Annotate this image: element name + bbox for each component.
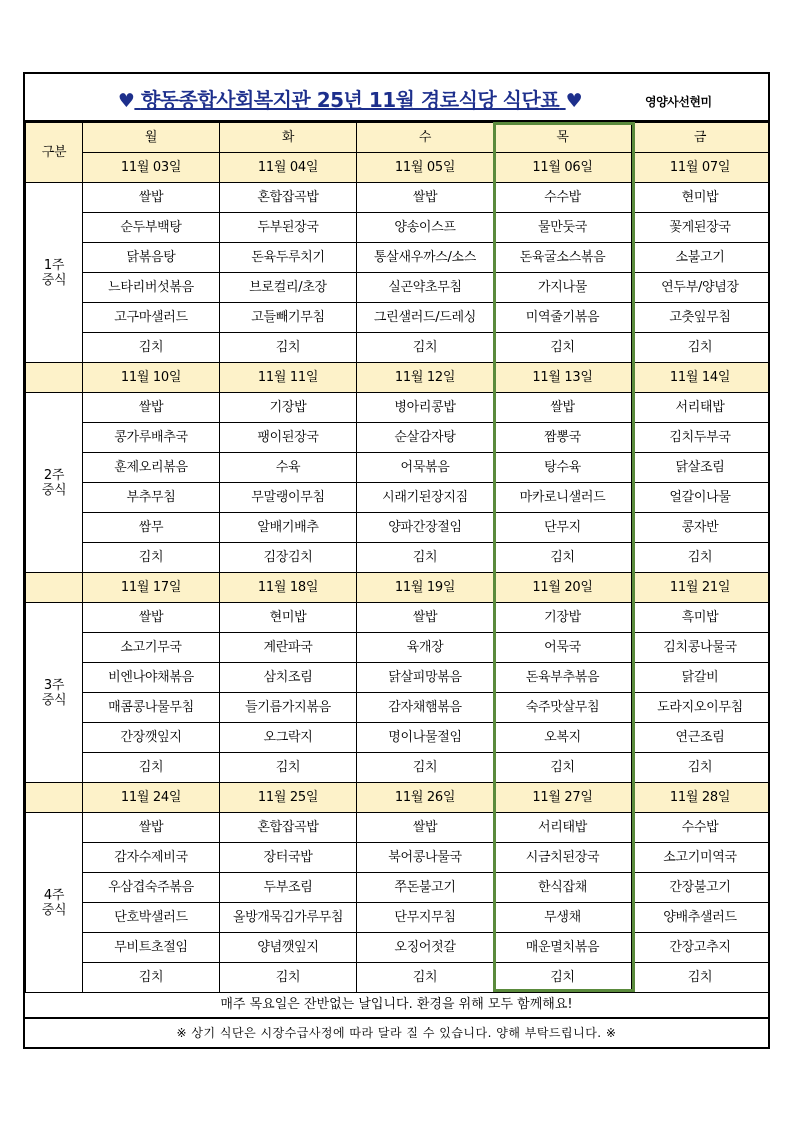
menu-item: 얼갈이나물 <box>632 483 769 513</box>
menu-item-row <box>26 813 769 843</box>
menu-item: 고춧잎무침 <box>632 303 769 333</box>
menu-item: 오징어젓갈 <box>357 933 494 963</box>
date-cell: 11월 05일 <box>357 153 494 183</box>
menu-item: 올방개묵김가루무침 <box>220 903 357 933</box>
week-label-line: 3주 <box>43 677 65 693</box>
menu-item: 수육 <box>220 453 357 483</box>
day-name-cell: 목 <box>494 123 632 153</box>
date-cell: 11월 19일 <box>357 573 494 603</box>
menu-item-row <box>26 273 769 303</box>
menu-item: 양배추샐러드 <box>632 903 769 933</box>
menu-item: 소고기무국 <box>83 633 220 663</box>
menu-item: 들기름가지볶음 <box>220 693 357 723</box>
menu-item: 김치 <box>357 333 494 363</box>
menu-item: 소고기미역국 <box>632 843 769 873</box>
menu-item: 양송이스프 <box>357 213 494 243</box>
menu-item: 김치 <box>357 543 494 573</box>
menu-item: 김치 <box>632 543 769 573</box>
menu-item-row <box>26 543 769 573</box>
menu-item: 통살새우까스/소스 <box>357 243 494 273</box>
heart-icon: ♥ <box>117 90 135 112</box>
menu-item: 양파간장절임 <box>357 513 494 543</box>
menu-item-row <box>26 513 769 543</box>
menu-item-row <box>26 303 769 333</box>
week-label <box>26 813 83 993</box>
menu-item: 김치 <box>632 753 769 783</box>
week-label-line: 1주 <box>43 257 65 273</box>
menu-item: 양념깻잎지 <box>220 933 357 963</box>
menu-item: 소불고기 <box>632 243 769 273</box>
menu-item: 육개장 <box>357 633 494 663</box>
menu-item: 간장깻잎지 <box>83 723 220 753</box>
date-cell: 11월 04일 <box>220 153 357 183</box>
menu-item-row <box>26 393 769 423</box>
date-cell: 11월 12일 <box>357 363 494 393</box>
menu-item: 탕수육 <box>494 453 632 483</box>
menu-item: 돈육굴소스볶음 <box>494 243 632 273</box>
menu-item: 콩자반 <box>632 513 769 543</box>
menu-item: 김치 <box>632 963 769 993</box>
menu-item: 장터국밥 <box>220 843 357 873</box>
menu-item: 기장밥 <box>494 603 632 633</box>
menu-table <box>25 122 769 993</box>
menu-item-row <box>26 843 769 873</box>
menu-item: 혼합잡곡밥 <box>220 813 357 843</box>
menu-item: 매운멸치볶음 <box>494 933 632 963</box>
menu-item: 비엔나야채볶음 <box>83 663 220 693</box>
menu-sheet <box>23 72 770 1049</box>
week-label-line: 중식 <box>41 692 67 708</box>
menu-item: 가지나물 <box>494 273 632 303</box>
menu-item: 닭볶음탕 <box>83 243 220 273</box>
menu-item: 수수밥 <box>494 183 632 213</box>
day-header-row <box>26 123 769 153</box>
menu-item-row <box>26 243 769 273</box>
title-text: 향동종합사회복지관 25년 11월 경로식당 식단표 <box>140 88 560 112</box>
date-cell: 11월 13일 <box>494 363 632 393</box>
menu-item: 현미밥 <box>632 183 769 213</box>
date-cell: 11월 20일 <box>494 573 632 603</box>
menu-item: 부추무침 <box>83 483 220 513</box>
menu-item: 무비트초절임 <box>83 933 220 963</box>
menu-item: 김치 <box>220 753 357 783</box>
menu-item: 북어콩나물국 <box>357 843 494 873</box>
menu-item-row <box>26 483 769 513</box>
menu-item: 오복지 <box>494 723 632 753</box>
date-cell: 11월 10일 <box>83 363 220 393</box>
date-cell: 11월 07일 <box>632 153 769 183</box>
week-label <box>26 603 83 783</box>
menu-item: 느타리버섯볶음 <box>83 273 220 303</box>
menu-item: 김치 <box>220 963 357 993</box>
menu-item: 쌈무 <box>83 513 220 543</box>
menu-item: 김치 <box>494 543 632 573</box>
menu-item: 단무지무침 <box>357 903 494 933</box>
menu-item-row <box>26 633 769 663</box>
menu-item: 기장밥 <box>220 393 357 423</box>
menu-item: 쌀밥 <box>83 183 220 213</box>
menu-item: 연근조림 <box>632 723 769 753</box>
empty-date-label <box>26 783 83 813</box>
menu-item-row <box>26 693 769 723</box>
date-cell: 11월 14일 <box>632 363 769 393</box>
menu-item: 계란파국 <box>220 633 357 663</box>
menu-item: 두부조림 <box>220 873 357 903</box>
date-cell: 11월 18일 <box>220 573 357 603</box>
week-label <box>26 183 83 363</box>
menu-item: 브로컬리/초장 <box>220 273 357 303</box>
menu-item: 꽃게된장국 <box>632 213 769 243</box>
menu-item-row <box>26 453 769 483</box>
menu-item: 삼치조림 <box>220 663 357 693</box>
menu-item: 시금치된장국 <box>494 843 632 873</box>
menu-item-row <box>26 603 769 633</box>
menu-item: 우삼겹숙주볶음 <box>83 873 220 903</box>
menu-item: 고구마샐러드 <box>83 303 220 333</box>
menu-item: 서리태밥 <box>632 393 769 423</box>
date-cell: 11월 24일 <box>83 783 220 813</box>
menu-item: 김치 <box>83 543 220 573</box>
menu-item: 연두부/양념장 <box>632 273 769 303</box>
date-cell: 11월 25일 <box>220 783 357 813</box>
menu-item: 병아리콩밥 <box>357 393 494 423</box>
menu-item: 닭갈비 <box>632 663 769 693</box>
menu-item: 순살감자탕 <box>357 423 494 453</box>
week-label-line: 중식 <box>41 272 67 288</box>
menu-item: 흑미밥 <box>632 603 769 633</box>
menu-item-row <box>26 333 769 363</box>
menu-item: 훈제오리볶음 <box>83 453 220 483</box>
menu-item-row <box>26 663 769 693</box>
menu-item: 물만둣국 <box>494 213 632 243</box>
menu-item: 김치 <box>632 333 769 363</box>
menu-item: 오그락지 <box>220 723 357 753</box>
menu-item: 콩가루배추국 <box>83 423 220 453</box>
menu-item: 김치 <box>83 753 220 783</box>
week-dates-row <box>26 783 769 813</box>
menu-item-row <box>26 933 769 963</box>
menu-item-row <box>26 963 769 993</box>
date-cell: 11월 03일 <box>83 153 220 183</box>
menu-item: 마카로니샐러드 <box>494 483 632 513</box>
menu-item-row <box>26 873 769 903</box>
empty-date-label <box>26 363 83 393</box>
date-cell: 11월 26일 <box>357 783 494 813</box>
menu-item: 돈육두루치기 <box>220 243 357 273</box>
week-dates-row <box>26 573 769 603</box>
menu-item-row <box>26 183 769 213</box>
menu-item: 김장김치 <box>220 543 357 573</box>
menu-item: 김치 <box>83 333 220 363</box>
menu-item: 김치 <box>220 333 357 363</box>
menu-item: 쌀밥 <box>357 183 494 213</box>
menu-item-row <box>26 213 769 243</box>
menu-item: 무말랭이무침 <box>220 483 357 513</box>
menu-item: 쌀밥 <box>83 813 220 843</box>
week-dates-row <box>26 153 769 183</box>
menu-item: 김치 <box>83 963 220 993</box>
day-name-cell: 월 <box>83 123 220 153</box>
menu-item: 미역줄기볶음 <box>494 303 632 333</box>
menu-item-row <box>26 903 769 933</box>
menu-item: 무생채 <box>494 903 632 933</box>
week-label-line: 4주 <box>43 887 65 903</box>
nutritionist-name: 영양사선현미 <box>645 95 712 109</box>
date-cell: 11월 27일 <box>494 783 632 813</box>
menu-item: 서리태밥 <box>494 813 632 843</box>
menu-item: 닭살피망볶음 <box>357 663 494 693</box>
title-row <box>25 74 768 122</box>
menu-item: 쌀밥 <box>357 603 494 633</box>
page-title <box>25 84 675 113</box>
category-header: 구분 <box>26 123 83 183</box>
no-leftover-notice: 매주 목요일은 잔반없는 날입니다. 환경을 위해 모두 함께해요! <box>25 990 768 1019</box>
week-label <box>26 393 83 573</box>
menu-item: 한식잡채 <box>494 873 632 903</box>
menu-item-row <box>26 753 769 783</box>
menu-change-notice: ※ 상기 식단은 시장수급사정에 따라 달라 질 수 있습니다. 양해 부탁드립니다. ※ <box>176 1026 617 1040</box>
menu-item: 김치 <box>494 963 632 993</box>
date-cell: 11월 06일 <box>494 153 632 183</box>
menu-item-row <box>26 723 769 753</box>
menu-item: 고들빼기무침 <box>220 303 357 333</box>
menu-item: 단무지 <box>494 513 632 543</box>
menu-item: 간장고추지 <box>632 933 769 963</box>
heart-icon: ♥ <box>565 90 583 112</box>
menu-item: 쌀밥 <box>83 393 220 423</box>
menu-item: 닭살조림 <box>632 453 769 483</box>
menu-item: 순두부백탕 <box>83 213 220 243</box>
menu-item: 수수밥 <box>632 813 769 843</box>
menu-item: 매콤콩나물무침 <box>83 693 220 723</box>
day-name-cell: 금 <box>632 123 769 153</box>
empty-date-label <box>26 573 83 603</box>
week-label-line: 중식 <box>41 482 67 498</box>
menu-item: 어묵국 <box>494 633 632 663</box>
menu-item: 돈육부추볶음 <box>494 663 632 693</box>
week-label-line: 2주 <box>43 467 65 483</box>
menu-item: 짬뽕국 <box>494 423 632 453</box>
date-cell: 11월 28일 <box>632 783 769 813</box>
date-cell: 11월 21일 <box>632 573 769 603</box>
menu-item: 김치 <box>357 753 494 783</box>
menu-item: 김치 <box>494 753 632 783</box>
menu-item: 실곤약초무침 <box>357 273 494 303</box>
menu-item: 어묵볶음 <box>357 453 494 483</box>
menu-item: 도라지오이무침 <box>632 693 769 723</box>
menu-item: 쌀밥 <box>494 393 632 423</box>
menu-item: 쌀밥 <box>83 603 220 633</box>
menu-item: 김치 <box>494 333 632 363</box>
menu-item: 김치콩나물국 <box>632 633 769 663</box>
menu-item: 김치 <box>357 963 494 993</box>
date-cell: 11월 11일 <box>220 363 357 393</box>
menu-item: 김치두부국 <box>632 423 769 453</box>
menu-item: 시래기된장지짐 <box>357 483 494 513</box>
menu-item: 감자수제비국 <box>83 843 220 873</box>
week-label-line: 중식 <box>41 902 67 918</box>
menu-item: 알배기배추 <box>220 513 357 543</box>
menu-item: 두부된장국 <box>220 213 357 243</box>
menu-item-row <box>26 423 769 453</box>
menu-item: 현미밥 <box>220 603 357 633</box>
menu-item: 간장불고기 <box>632 873 769 903</box>
day-name-cell: 화 <box>220 123 357 153</box>
menu-item: 팽이된장국 <box>220 423 357 453</box>
menu-item: 그린샐러드/드레싱 <box>357 303 494 333</box>
day-name-cell: 수 <box>357 123 494 153</box>
menu-item: 명이나물절임 <box>357 723 494 753</box>
menu-item: 쌀밥 <box>357 813 494 843</box>
menu-item: 혼합잡곡밥 <box>220 183 357 213</box>
week-dates-row <box>26 363 769 393</box>
date-cell: 11월 17일 <box>83 573 220 603</box>
menu-item: 숙주맛살무침 <box>494 693 632 723</box>
menu-item: 쭈돈불고기 <box>357 873 494 903</box>
menu-item: 단호박샐러드 <box>83 903 220 933</box>
menu-item: 감자채햄볶음 <box>357 693 494 723</box>
